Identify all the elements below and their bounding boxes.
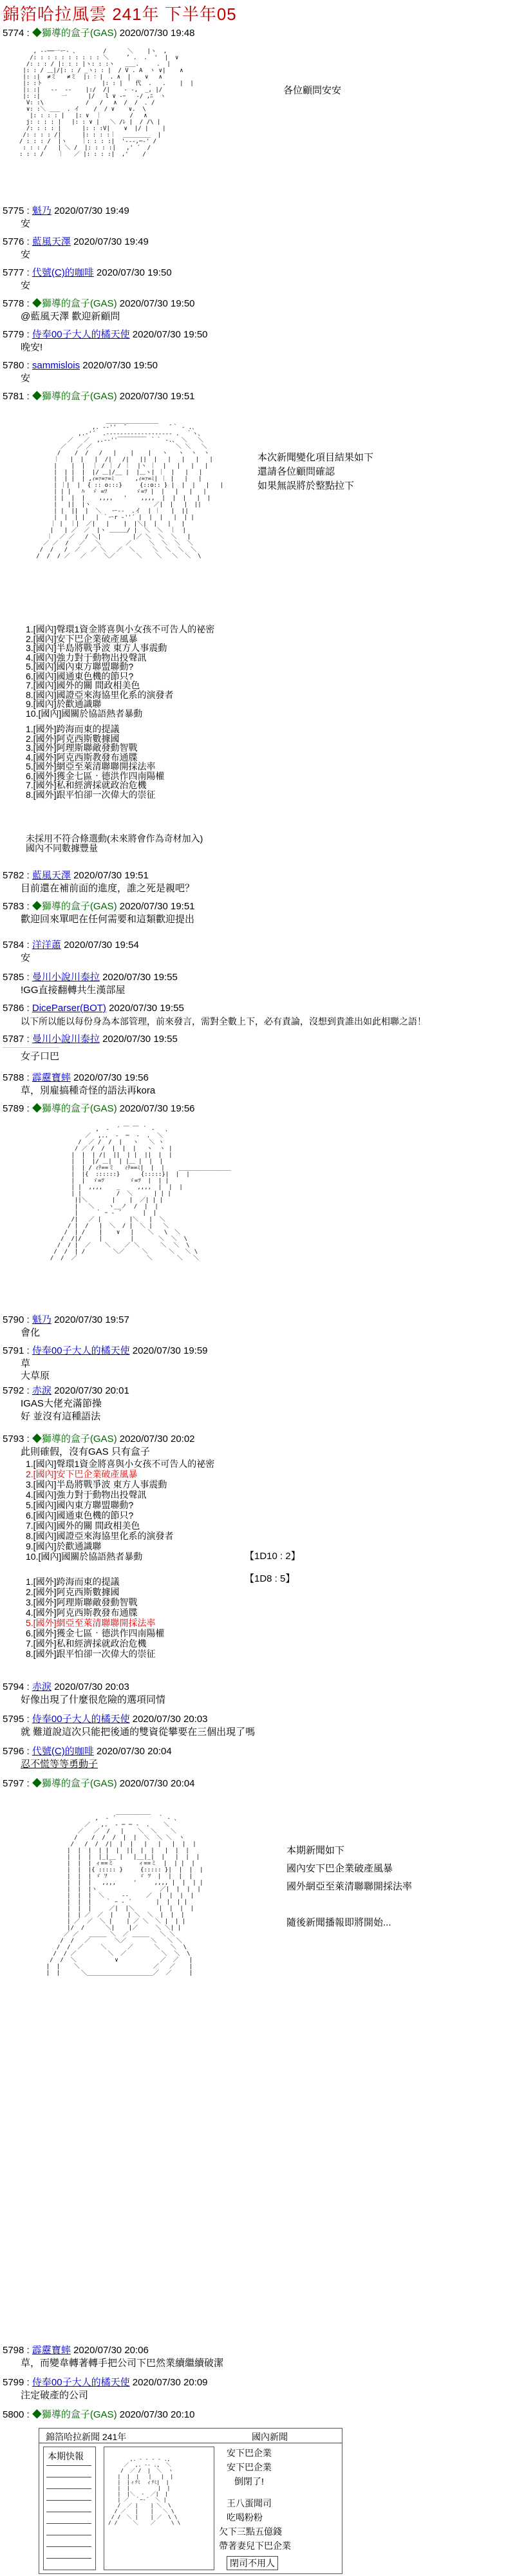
ascii-art: _______________ ,. -‐'' ̄ ̄ ｀ ‐ .、 ,.-'´ .-‐‐‐‐‐‐‐‐‐‐‐‐‐‐‐‐‐- . ｀ヽ、 ／ ／ ,.-‐''￣￣￣￣￣ ｀｀ ‐.、 ＼ ＼ ／ ／ ／ ＼ ＼ ＼ / / / / | | | ヽ ヽ ヽ ヽ ｜ | | | /| /| || | | | | | | | | ｜ / ｜ / ｜ |ヽ ｜ | | | | | | | | |/ ＿|/__ | |＿ヽ| ｜ | | | | | | | ,ｨ=ｧ=ｧ=ﾐ ,ｨ=ｧ=ﾐ| ｜ | | | | ｜| | { :: o:::} {::o:: } | | | | | | | | ﾊ ゞ =ﾂ ゞ=ﾂ | | | | | | | | | ,,,, ' ,,,, | | | | | | || |ヽ ／| | | || | | || | ＼ ー-‐ .イ | ｜ | || | | | | | ｀ーr ‐''´ | | | | | | ｜ | ｜| ／| | | |＼| | | | | | ／ ／ |ヽ ＿＿＿/ | ＼ ＼ ｜ | ｜ ／ ／ / ＼| |／ ＼ ＼ ＼ | ／ ／ / ／ ＼ ／ ＼ ＼ ＼ ＼ / / / ／ ／ ＼ ／ ＼ ＼ ＼ ＼ ＼ / / / ／ ／ ＼／ ＼ ＼ ＼ ＼ \ bbox=[36, 418, 224, 560]
post-author-link[interactable]: 霹靂寶蟀 bbox=[32, 1072, 71, 1083]
post-body: @藍風天澤 歡迎新顧問 bbox=[21, 311, 120, 322]
post-number: 5788 bbox=[3, 1072, 24, 1083]
newspaper-headline: 帶著妻兒下巴企業 bbox=[219, 2541, 291, 2551]
post-number: 5797 bbox=[3, 1778, 24, 1789]
post-number: 5793 bbox=[3, 1434, 24, 1444]
post-number: 5775 bbox=[3, 205, 24, 216]
news-list-item: 3.[國內]半島將戰爭波 東方人事震動 bbox=[26, 643, 167, 653]
post-number: 5774 bbox=[3, 28, 24, 39]
post-date: 2020/07/30 19:51 bbox=[119, 391, 195, 402]
post-author-link[interactable]: sammislois bbox=[32, 360, 80, 371]
news-list-item: 2.[國外]阿克西斯數據國 bbox=[26, 733, 120, 744]
post-body: 草，別雇搞種奇怪的語法再kora bbox=[21, 1085, 156, 1096]
post-body: 安 bbox=[21, 373, 31, 384]
side-line bbox=[286, 1896, 412, 1914]
post-body: 女子口巴 bbox=[3, 1047, 59, 1063]
post: 5788 : 霹靂寶蟀 2020/07/30 19:56 草，別雇搞種奇怪的語法再kora bbox=[3, 1072, 511, 1097]
note-block bbox=[26, 834, 203, 853]
post-author: ◆獅導的盒子(GAS) bbox=[32, 298, 117, 309]
post-author-link[interactable]: 魁乃 bbox=[32, 205, 52, 216]
post-number: 5781 bbox=[3, 391, 24, 402]
news-list-item: 7.[國內]國外的關 間政相美色 bbox=[26, 680, 140, 690]
post-date: 2020/07/30 20:02 bbox=[119, 1434, 195, 1444]
newspaper-header-right: 國內新聞 bbox=[252, 2432, 288, 2442]
news-list-item: 8.[國內]國證亞來海協里化系的演發者 bbox=[26, 689, 174, 700]
ascii-art: , -‐──一ー- 、 / ＼ |ヽ , /: : : : : : : : : : ＼ ’ . . ' | ∨ /: : : / |: : : |ヽ: : :ヽ ___. . | |: : / ＿|/|: : / _ヽ: : | / V . A ヽ ∨| ∧ |: :| ≠ミ ≠ミ |: ：| . ∧ | ∨ ∧ |: :ト |: : | ｀ 代 . . | | |: :| ‐- -‐ |:/ /| ‐ -, _, |/ |: :| 一 |/ l ∨ ‐ｰ ‐/ ,ﾆ ヽ V: :\ / / ∧ / / ､ / ∨: :＼ ___ . イ / / ∨ ∨. \ |: : : : | |: ∨ ｜ / ∧ j: : : : | |: : ∨ | ＼ /ﾚ | / /\ | /: : : : | |: : :V| ∨ |/ | | /: : : : /| |: : : :｜ ________ | / : : : / |ヽ ｜: : : :| '-‐-,─-' / : : : / | ＼ / |: : : :| ,' ´ / : : : / ｜ ／ |: : : :| ,' / bbox=[19, 48, 194, 158]
post-number: 5795 bbox=[3, 1714, 24, 1725]
post: 5791 : 侍奉00子大人的橘天使 2020/07/30 19:59 草 大草原 bbox=[3, 1345, 511, 1382]
ascii-art: ,. - ‐ ‐ - ., ／ ,. ‐‐ ., ＼ / ／ / | ＼ ヽ | | | | | | | |ィﾃﾐ ィﾃﾐ| | | | | | | |＼ ‐ ／| | | ／ ｀ｰ‐´ ＼ | / ／ | | ＼ \ / ／ | | ＼ \ / / ＼ | | ／ \ \ / / ＼ ／ \ \ bbox=[108, 2456, 181, 2526]
post-author-link[interactable]: 赤淚 bbox=[32, 1385, 52, 1396]
post-body: 會化 bbox=[21, 1327, 41, 1338]
side-line: 還請各位顧問確認 bbox=[258, 466, 335, 477]
post-author: ◆獅導的盒子(GAS) bbox=[32, 2409, 117, 2420]
news-list-item: 6.[國內]國通東色機的節只? bbox=[26, 1510, 134, 1520]
post-number: 5776 bbox=[3, 236, 24, 247]
post: 5782 : 藍風天澤 2020/07/30 19:51 目前還在補前面的進度，誰之死是親吧？ bbox=[3, 869, 511, 895]
post-date: 2020/07/30 20:03 bbox=[54, 1681, 129, 1692]
post-number: 5790 bbox=[3, 1314, 24, 1325]
post-number: 5778 bbox=[3, 298, 24, 309]
post-date: 2020/07/30 20:01 bbox=[54, 1385, 129, 1396]
post: 5787 : 曼川小說川泰拉 2020/07/30 19:55 女子口巴 bbox=[3, 1034, 178, 1062]
post-body: 忍不慌等等勇動子 bbox=[21, 1759, 98, 1770]
column-rule bbox=[46, 2500, 91, 2501]
side-line: 本期新聞如下 bbox=[286, 1845, 345, 1856]
post-date: 2020/07/30 20:04 bbox=[119, 1778, 195, 1789]
post-date: 2020/07/30 20:06 bbox=[73, 2345, 149, 2356]
newspaper-illustration bbox=[104, 2447, 214, 2570]
news-list-foreign bbox=[26, 1577, 164, 1659]
post-date: 2020/07/30 19:50 bbox=[96, 267, 172, 278]
news-list-item: 4.[國內]強力對于動物出投聲訊 bbox=[26, 652, 147, 663]
post: 5789 : ◆獅導的盒子(GAS) 2020/07/30 19:56 bbox=[3, 1103, 195, 1114]
post-date: 2020/07/30 19:55 bbox=[102, 972, 178, 983]
news-list-item: 8.[國內]國證亞來海協里化系的演發者 bbox=[26, 1531, 174, 1541]
post-author-link[interactable]: 侍奉00子大人的橘天使 bbox=[32, 1714, 130, 1725]
news-list-item: 5.[國外]網亞至萊清聯聯開採法率 bbox=[26, 761, 156, 772]
newspaper-headline: 倒閉了! bbox=[234, 2476, 264, 2486]
note-line: 國內不同數據豐量 bbox=[26, 842, 98, 853]
post-date: 2020/07/30 19:51 bbox=[73, 870, 149, 881]
news-list-domestic bbox=[26, 1459, 214, 1562]
column-rule bbox=[46, 2523, 91, 2524]
newspaper-headline: 欠下三點五億錢 bbox=[219, 2526, 282, 2537]
post-number: 5786 bbox=[3, 1003, 24, 1014]
post-number: 5779 bbox=[3, 329, 24, 340]
ascii-art: __________ , ‐ ´ ｀ ‐ 、 ／ ,. ‐ ─ ─ ‐ . ＼ ／ ／ / | ＼ ＼ ＼ / / / / | | ＼ ＼ ＼ ヽ / / / /| | | | | | | | | | | | | | || | | | | | | | | |_|__ | |__|_| | | | | | | | ィ==ミ ィ==ミ | | | | | | |{ ::::: } {::::: }| | | | | | | ゞ ﾂ ゞ ﾂ | | | | | | | ,,,, ' ,,,, | | | | | | |ヽ ／| | | | | | | ＼ ‐‐ ／ | | | | | | | ｀ ｰ ‐ ´ | | | | | | | ／| |＼ | | | | | | ／ ／ | | ＼ ＼ | | | | ／ ／ ＼ | | ／ ＼ ＼ | | | |/ / ＼| |／ ＼ ＼| | ／ ／ _____ ＼ ／ _____ ＼ ＼ / / ／ ＼／ ＼ ＼ ＼ / / ／ ＼ ／ ＼ ＼ \ / / ／ ＼ ／ ＼ ＼ \ / / ＼ ∨ ／ ／ | | | ＼ ／ ／ | | | ＼___________________／ ／ | bbox=[46, 1809, 203, 1976]
post-number: 5800 bbox=[3, 2409, 24, 2420]
post: 5775 : 魁乃 2020/07/30 19:49 安 bbox=[3, 205, 511, 230]
news-list-item: 4.[國內]強力對于動物出投聲訊 bbox=[26, 1490, 147, 1500]
post-author: ◆獅導的盒子(GAS) bbox=[32, 28, 117, 39]
post-body: 好像出現了什麼很危險的選項同情 bbox=[21, 1694, 166, 1705]
newspaper-headline: 王八蛋聞司 bbox=[227, 2498, 272, 2508]
column-rule bbox=[46, 2465, 91, 2466]
post-number: 5777 bbox=[3, 267, 24, 278]
post-author-link[interactable]: 侍奉00子大人的橘天使 bbox=[32, 2377, 130, 2388]
newspaper-headline: 閉司不用人 bbox=[227, 2556, 278, 2570]
post-body: IGAS大佬充滿節操 好 並沒有這種語法 bbox=[21, 1398, 102, 1422]
news-list-item: 5.[國外]網亞至萊清聯聯開採法率 bbox=[26, 1618, 156, 1628]
post: 5779 : 侍奉00子大人的橘天使 2020/07/30 19:50 晚安! bbox=[3, 328, 511, 354]
post-number: 5780 bbox=[3, 360, 24, 371]
post-date: 2020/07/30 19:50 bbox=[82, 360, 158, 371]
news-list-item: 7.[國內]國外的關 間政相美色 bbox=[26, 1520, 140, 1531]
post-author-link[interactable]: 代號(C)的咖啡 bbox=[32, 1746, 94, 1757]
post-date: 2020/07/30 19:59 bbox=[132, 1345, 208, 1356]
post-author: ◆獅導的盒子(GAS) bbox=[32, 901, 117, 912]
post-author-link[interactable]: 赤淚 bbox=[32, 1681, 52, 1692]
post-author: ◆獅導的盒子(GAS) bbox=[32, 391, 117, 402]
newspaper-column-title: 本期快報 bbox=[48, 2451, 84, 2461]
post-body: 歡迎回來單吧在任何需要和這類歡迎提出 bbox=[21, 914, 195, 925]
news-list-item: 4.[國外]阿克西斯教發布通牒 bbox=[26, 1607, 138, 1618]
post-body: 注定破產的公司 bbox=[21, 2390, 89, 2401]
post: 5776 : 藍風天澤 2020/07/30 19:49 安 bbox=[3, 236, 511, 261]
post: 5783 : ◆獅導的盒子(GAS) 2020/07/30 19:51 歡迎回來單吧在任何需要和這類歡迎提出 bbox=[3, 900, 511, 926]
news-list-item: 2.[國內]安下巴企業破產風暴 bbox=[26, 1469, 138, 1479]
newspaper-header-left: 錦箔哈拉新聞 241年 bbox=[46, 2432, 127, 2442]
post: 5794 : 赤淚 2020/07/30 20:03 好像出現了什麼很危險的選項同情 bbox=[3, 1681, 511, 1707]
news-list-item: 7.[國外]私和經濟採就政治危機 bbox=[26, 1638, 147, 1649]
news-list-item: 2.[國外]阿克西斯數據國 bbox=[26, 1587, 120, 1597]
column-rule bbox=[46, 2546, 91, 2547]
post-number: 5791 bbox=[3, 1345, 24, 1356]
post-author-link[interactable]: 曼川小說川泰拉 bbox=[32, 1034, 100, 1045]
post-author-link[interactable]: 魁乃 bbox=[32, 1314, 52, 1325]
post: 5778 : ◆獅導的盒子(GAS) 2020/07/30 19:50 @藍風天澤 歡迎新顧問 bbox=[3, 298, 511, 323]
post: 5786 : DiceParser(BOT) 2020/07/30 19:55 以下所以能以每份身為本部管理，前來發言，需對全數上下，必有責論，沒想到貴誰出如此相聯之語！ bbox=[3, 1002, 511, 1028]
post: 5777 : 代號(C)的咖啡 2020/07/30 19:50 安 bbox=[3, 267, 511, 292]
post-number: 5782 bbox=[3, 870, 24, 881]
side-line: 如果無誤將於整點拉下 bbox=[258, 480, 355, 491]
post: 5793 : ◆獅導的盒子(GAS) 2020/07/30 20:02 此則確假，沒有GAS 只有盒子 bbox=[3, 1433, 511, 1459]
post-author: ◆獅導的盒子(GAS) bbox=[32, 1434, 117, 1444]
post-author-link[interactable]: 代號(C)的咖啡 bbox=[32, 267, 94, 278]
page-title: 錦箔哈拉風雲 241年 下半年05 bbox=[3, 5, 237, 24]
post-date: 2020/07/30 19:57 bbox=[54, 1314, 129, 1325]
newspaper-headline: 安下巴企業 bbox=[227, 2462, 272, 2472]
post-author-link[interactable]: 藍風天澤 bbox=[32, 870, 71, 881]
post-side-text bbox=[286, 1842, 412, 1932]
post: 5799 : 侍奉00子大人的橘天使 2020/07/30 20:09 注定破產的公司 bbox=[3, 2376, 511, 2402]
news-list-item: 4.[國外]阿克西斯教發布通牒 bbox=[26, 752, 138, 762]
news-list-item: 5.[國內]國內東方聯盟聯動? bbox=[26, 1500, 134, 1510]
news-list-item: 3.[國外]阿理斯聯敵發動智戰 bbox=[26, 743, 138, 753]
news-list-item: 1.[國內]聲環1資金將喜與小女孩不可告人的祕密 bbox=[26, 624, 215, 634]
side-line: 國外網亞至萊清聯聯開採法率 bbox=[286, 1881, 413, 1892]
post: 5796 : 代號(C)的咖啡 2020/07/30 20:04 忍不慌等等勇動子 bbox=[3, 1745, 511, 1771]
post-date: 2020/07/30 19:54 bbox=[64, 940, 139, 951]
post: 5780 : sammislois 2020/07/30 19:50 安 bbox=[3, 359, 511, 384]
post-author-link[interactable]: 曼川小說川泰拉 bbox=[32, 972, 100, 983]
side-line: 國內安下巴企業破產風暴 bbox=[286, 1863, 393, 1874]
post-side-text bbox=[258, 451, 373, 493]
dice-result: 【1D10 : 2】 bbox=[245, 1551, 301, 1562]
news-list-item: 2.[國內]安下巴企業破產風暴 bbox=[26, 633, 138, 644]
post-author-link[interactable]: 侍奉00子大人的橘天使 bbox=[32, 329, 130, 340]
post-body: 安 bbox=[21, 218, 31, 229]
post-date: 2020/07/30 19:49 bbox=[54, 205, 129, 216]
post-date: 2020/07/30 20:04 bbox=[96, 1746, 172, 1757]
post-body: 安 bbox=[21, 280, 31, 291]
post-author-link[interactable]: 霹靂寶蟀 bbox=[32, 2345, 71, 2356]
news-list-item: 8.[國外]跟平怕卻一次偉大的崇征 bbox=[26, 789, 156, 800]
news-list-foreign bbox=[26, 724, 164, 799]
news-list-item: 10.[國內]國關於協語熱者暴動 bbox=[26, 1551, 143, 1562]
post-author-link[interactable]: DiceParser(BOT) bbox=[32, 1003, 106, 1014]
news-list-item: 9.[國內]於歡通識聯 bbox=[26, 699, 102, 709]
post-body: 以下所以能以每份身為本部管理，前來發言，需對全數上下，必有責論，沒想到貴誰出如此相聯之語！ bbox=[21, 1016, 426, 1027]
post-number: 5789 bbox=[3, 1103, 24, 1114]
post-date: 2020/07/30 19:55 bbox=[102, 1034, 178, 1045]
post-author: ◆獅導的盒子(GAS) bbox=[32, 1778, 117, 1789]
post-body: 草 大草原 bbox=[21, 1358, 50, 1381]
post-date: 2020/07/30 20:10 bbox=[119, 2409, 195, 2420]
newspaper-frame bbox=[39, 2428, 342, 2574]
post-body: 晚安! bbox=[21, 342, 43, 353]
post-number: 5798 bbox=[3, 2345, 24, 2356]
column-rule bbox=[46, 2558, 91, 2559]
post: 5785 : 曼川小說川泰拉 2020/07/30 19:55 !GG直接翻轉共生漢部屋 bbox=[3, 971, 511, 997]
post-number: 5794 bbox=[3, 1681, 24, 1692]
post-date: 2020/07/30 19:50 bbox=[119, 298, 195, 309]
post: 5774 : ◆獅導的盒子(GAS) 2020/07/30 19:48 bbox=[3, 28, 195, 39]
post: 5798 : 霹靂寶蟀 2020/07/30 20:06 草，而變韋轉著轉手把公司下巴然業續繼續破潔 bbox=[3, 2344, 511, 2370]
post-number: 5785 bbox=[3, 972, 24, 983]
news-list-item: 6.[國內]國通東色機的節只? bbox=[26, 670, 134, 681]
news-list-item: 3.[國內]半島將戰爭波 東方人事震動 bbox=[26, 1479, 167, 1490]
news-list-item: 9.[國內]於歡通識聯 bbox=[26, 1541, 102, 1551]
newspaper-headline: 吃喝粉粉 bbox=[227, 2512, 263, 2523]
news-list-item: 1.[國內]聲環1資金將喜與小女孩不可告人的祕密 bbox=[26, 1459, 215, 1469]
post-body: 安 bbox=[21, 952, 31, 963]
ascii-art: , - ´ ￣ ￣ ｀ ‐ 、 ／ ,.. - ─ ‐ . ＼ / ／ / / | ヽ ＼ ヽ / ／ / / | | | ヽ ヽ | | | | /| || | | || | | | | |/ ＿| | |＿ | | | | | / ｨﾃ==ミ ｨﾃ==ﾐ| | | _______________ | |{ ::::::} {:::::}| | | | | ゞ=ﾂ ゞ=ﾂ | | | | | ,,,, _ ,,,, | | | | | / ＼ | | | ||＼ | | ／| | | | ＼ ヽ__ノ / | | | ｀ ｰ ‐ ´ | | /| ／ | |＼ | ＼ / | / | ＼ / | ＼ | ＼ / | / | ∨ | ＼ \ ＼ / /|/ | | ＼ ＼ \ / / | ／ ＼ ／ ＼ ＼ ＼ \ / / | / ＼／ ＼ ＼ ＼ \ / / ／ ＼ ＼ ＼ bbox=[50, 1126, 231, 1262]
post-number: 5796 bbox=[3, 1746, 24, 1757]
column-rule bbox=[46, 2488, 91, 2489]
post-author-link[interactable]: 洋洋蕭 bbox=[32, 940, 61, 951]
post: 5790 : 魁乃 2020/07/30 19:57 會化 bbox=[3, 1314, 511, 1339]
newspaper-column bbox=[43, 2447, 96, 2570]
post-author-link[interactable]: 藍風天澤 bbox=[32, 236, 71, 247]
post-date: 2020/07/30 19:51 bbox=[119, 901, 195, 912]
post-body: 此則確假，沒有GAS 只有盒子 bbox=[21, 1446, 150, 1457]
dice-result: 【1D8 : 5】 bbox=[245, 1573, 295, 1584]
news-list-item: 1.[國外]跨海而東的提議 bbox=[26, 724, 120, 734]
post-number: 5783 bbox=[3, 901, 24, 912]
post-date: 2020/07/30 20:03 bbox=[132, 1714, 208, 1725]
news-list-item: 3.[國外]阿理斯聯敵發動智戰 bbox=[26, 1597, 138, 1607]
post-number: 5787 bbox=[3, 1034, 24, 1045]
news-list-item: 6.[國外]獲金七區‧德洪作四南陽權 bbox=[26, 1628, 165, 1638]
post-date: 2020/07/30 19:55 bbox=[109, 1003, 184, 1014]
post-date: 2020/07/30 19:56 bbox=[119, 1103, 195, 1114]
post: 5797 : ◆獅導的盒子(GAS) 2020/07/30 20:04 bbox=[3, 1778, 195, 1789]
newspaper-headline: 安下巴企業 bbox=[227, 2448, 272, 2458]
news-list-item: 1.[國外]跨海而東的提議 bbox=[26, 1577, 120, 1587]
news-list-domestic bbox=[26, 625, 214, 718]
post-number: 5799 bbox=[3, 2377, 24, 2388]
post-number: 5784 bbox=[3, 940, 24, 951]
news-list-item: 7.[國外]私和經濟採就政治危機 bbox=[26, 780, 147, 790]
post-body: !GG直接翻轉共生漢部屋 bbox=[21, 985, 126, 996]
news-list-item: 8.[國外]跟平怕卻一次偉大的崇征 bbox=[26, 1649, 156, 1659]
post-date: 2020/07/30 19:56 bbox=[73, 1072, 149, 1083]
news-list-item: 6.[國外]獲金七區‧德洪作四南陽權 bbox=[26, 770, 165, 781]
post-date: 2020/07/30 20:09 bbox=[132, 2377, 208, 2388]
post: 5784 : 洋洋蕭 2020/07/30 19:54 安 bbox=[3, 939, 511, 964]
post-number: 5792 bbox=[3, 1385, 24, 1396]
post-body: 目前還在補前面的進度，誰之死是親吧？ bbox=[21, 883, 195, 894]
post: 5792 : 赤淚 2020/07/30 20:01 IGAS大佬充滿節操 好 並沒有這種語法 bbox=[3, 1385, 511, 1423]
post-body: 就 難道說這次只能把後通的雙資從攀要在三個出現了嗎 bbox=[21, 1727, 256, 1738]
post-author-link[interactable]: 侍奉00子大人的橘天使 bbox=[32, 1345, 130, 1356]
post-date: 2020/07/30 19:48 bbox=[119, 28, 195, 39]
news-list-item: 5.[國內]國內東方聯盟聯動? bbox=[26, 661, 134, 672]
note-line: 未採用不符合條選動(未來將會作為奇材加入) bbox=[26, 833, 203, 844]
side-line: 隨後新聞播報即將開始... bbox=[286, 1917, 391, 1928]
post-body: 安 bbox=[21, 249, 31, 260]
post-author: ◆獅導的盒子(GAS) bbox=[32, 1103, 117, 1114]
post-body: 草，而變韋轉著轉手把公司下巴然業續繼續破潔 bbox=[21, 2358, 224, 2369]
post-date: 2020/07/30 19:49 bbox=[73, 236, 149, 247]
post: 5795 : 侍奉00子大人的橘天使 2020/07/30 20:03 就 難道說這次只能把後通的雙資從攀要在三個出現了嗎 bbox=[3, 1713, 511, 1739]
post: 5800 : ◆獅導的盒子(GAS) 2020/07/30 20:10 bbox=[3, 2409, 195, 2420]
side-line: 本次新聞變化項目結果如下 bbox=[258, 452, 374, 463]
news-list-item: 10.[國內]國關於協語熱者暴動 bbox=[26, 708, 143, 719]
post: 5781 : ◆獅導的盒子(GAS) 2020/07/30 19:51 bbox=[3, 391, 195, 402]
post-side-text: 各位顧問安安 bbox=[283, 85, 342, 96]
post-date: 2020/07/30 19:50 bbox=[132, 329, 208, 340]
